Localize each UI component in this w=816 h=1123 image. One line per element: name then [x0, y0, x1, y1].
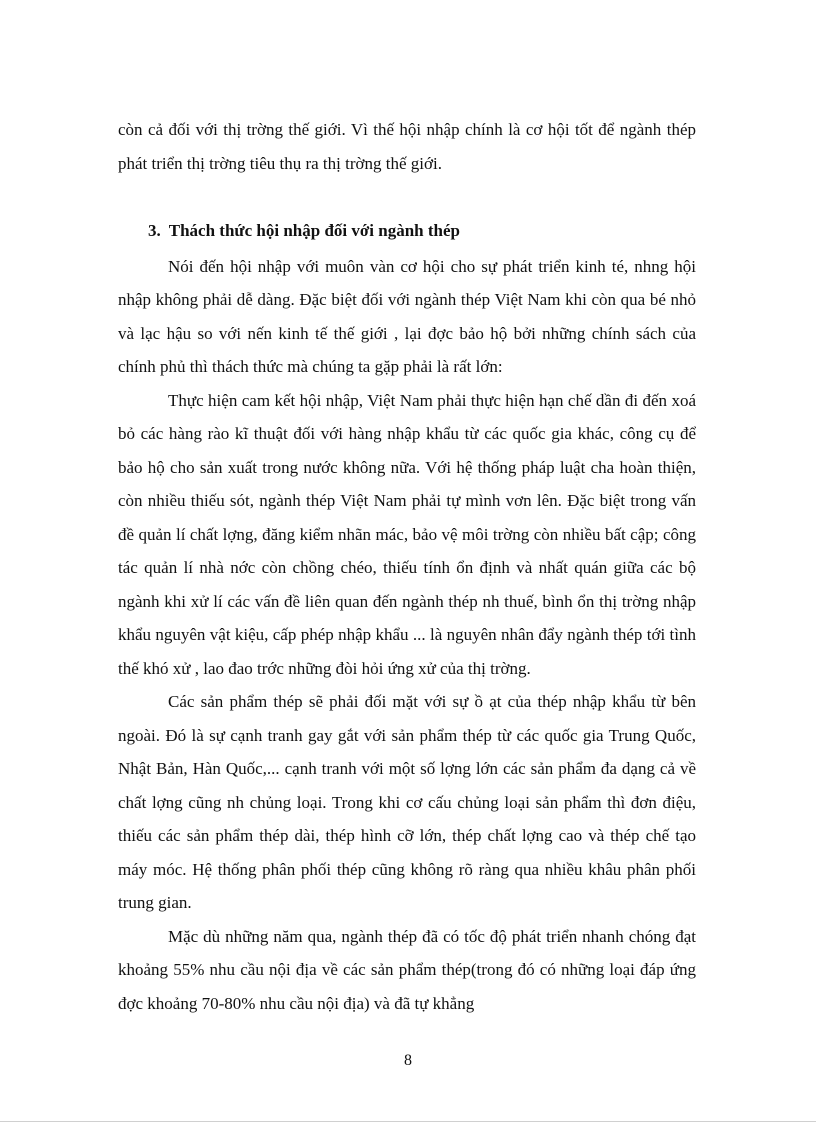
page-body	[118, 113, 696, 1020]
section-title: Thách thức hội nhập đối với ngành thép	[168, 221, 460, 240]
body-paragraph-2: Thực hiện cam kết hội nhập, Việt Nam phải thực hiện hạn chế dần đi đến xoá bỏ các hàng rào kĩ thuật đối với hàng nhập khẩu từ các quốc gia khác, công cụ để bảo hộ cho sản xuất trong nước không nữa. Với hệ thống pháp luật cha hoàn thiện, còn nhiều thiếu sót, ngành thép Việt Nam phải tự mình vơn lên. Đặc biệt trong vấn đề quản lí chất lợng, đăng kiểm nhãn mác, bảo vệ môi trờng còn nhiều bất cập; công tác quản lí nhà nớc còn chồng chéo, thiếu tính ổn định và nhất quán giữa các bộ ngành khi xử lí các vấn đề liên quan đến ngành thép nh thuế, bình ổn thị trờng nhập khẩu nguyên vật kiệu, cấp phép nhập khẩu ... là nguyên nhân đẩy ngành thép tới tình thế khó xử , lao đao trớc những đòi hỏi ứng xử của thị trờng.	[118, 390, 696, 678]
section-heading	[118, 214, 696, 248]
page-number: 8	[404, 1052, 412, 1069]
intro-paragraph: còn cả đối với thị trờng thế giới. Vì thế hội nhập chính là cơ hội tốt để ngành thép phát triển thị trờng tiêu thụ ra thị trờng thế giới.	[118, 120, 696, 173]
section-number: 3.	[148, 221, 161, 240]
body-paragraph-3: Các sản phẩm thép sẽ phải đối mặt với sự ồ ạt của thép nhập khẩu từ bên ngoài. Đó là sự cạnh tranh gay gắt với sản phẩm thép từ các quốc gia Trung Quốc, Nhật Bản, Hàn Quốc,... cạnh tranh với một số lợng lớn các sản phẩm đa dạng cả về chất lợng cũng nh chủng loại. Trong khi cơ cấu chủng loại sản phẩm thì đơn điệu, thiếu các sản phẩm thép dài, thép hình cỡ lớn, thép chất lợng cao và thép chế tạo máy móc. Hệ thống phân phối thép cũng không rõ ràng qua nhiều khâu phân phối trung gian.	[118, 692, 696, 912]
body-paragraph-4: Mặc dù những năm qua, ngành thép đã có tốc độ phát triển nhanh chóng đạt khoảng 55% nhu cầu nội địa về các sản phẩm thép(trong đó có những loại đáp ứng đợc khoảng 70-80% nhu cầu nội địa) và đã tự khẳng	[118, 926, 696, 1013]
body-paragraph-1: Nói đến hội nhập với muôn vàn cơ hội cho sự phát triển kinh té, nhng hội nhập không phải dễ dàng. Đặc biệt đối với ngành thép Việt Nam khi còn qua bé nhỏ và lạc hậu so với nến kinh tế thế giới , lại đợc bảo hộ bởi những chính sách của chính phủ thì thách thức mà chúng ta gặp phải là rất lớn:	[118, 256, 696, 376]
page-bottom-divider	[0, 1121, 816, 1122]
